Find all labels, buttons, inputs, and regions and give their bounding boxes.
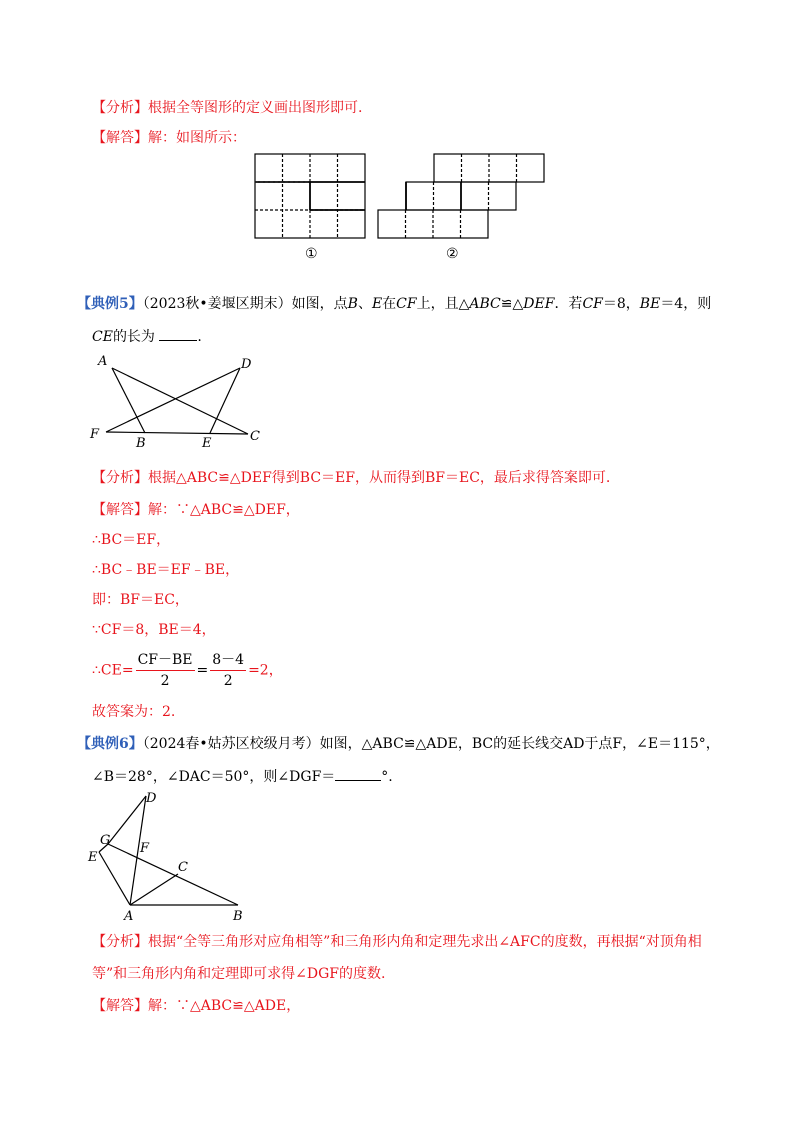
answer-text: 解：∵△ABC≌△ADE， [148,998,301,1014]
q-text: °. [381,769,393,785]
q-text: 如图，△ABC≌△ADE，BC的延长线交AD于点F，∠E＝115°， [319,736,720,752]
grid-label-1: ① [305,246,318,262]
grid-figure-1 [255,154,367,240]
frac2-den: 2 [223,673,233,689]
ex6-analysis-line1 [92,932,702,952]
q-var: BE [639,296,661,312]
frac2-num: 8－4 [210,650,246,671]
ex5-step-1: ∴BC＝EF， [92,532,171,548]
ex5-step-4: ∵CF＝8，BE＝4， [92,622,216,638]
q-text: ．若 [554,296,583,312]
label-B: B [233,909,243,924]
ex6-answer-line1 [92,996,300,1016]
q-text: ＝4，则 [660,296,712,312]
source: （2023秋•姜堰区期末） [142,296,292,312]
frac1-den: 2 [160,673,170,689]
analysis-label: 【分析】 [92,470,148,486]
ex5-step-2: ∴BC﹣BE＝EF﹣BE， [92,562,240,578]
q-var: DEF [523,296,555,312]
label-C: C [178,860,188,875]
q-var: ABC [469,296,501,312]
q-var: B [347,296,358,312]
label-D: D [241,357,252,372]
q-text: 如图，点 [291,296,348,312]
ex5-final: 故答案为：2. [92,704,176,720]
q-text: . [197,329,202,345]
ex5-step-0 [92,500,300,520]
answer-label: 【解答】 [92,502,148,518]
ex4-analysis-line [92,98,362,118]
frac-eq: = [196,662,209,679]
ex6-question-line1 [77,734,720,754]
analysis-text: 根据△ABC≌△DEF得到BC＝EF，从而得到BF＝EC，最后求得答案即可. [148,470,611,486]
ex5-fraction-line [92,650,283,691]
ex5-question-line2 [92,326,202,347]
label-A: A [124,909,134,924]
source: （2024春•姑苏区校级月考） [142,736,320,752]
q-var: E [371,296,383,312]
frac-result: =2， [248,662,283,679]
label-D: D [146,791,157,806]
answer-label: 【解答】 [92,130,148,146]
q-text: ＝8， [602,296,640,312]
fraction-2 [210,650,246,691]
analysis-text: 根据“全等三角形对应角相等”和三角形内角和定理先求出∠AFC的度数，再根据“对顶角相 [148,934,702,950]
q-var: CF [396,296,417,312]
example-tag: 【典例5】 [77,296,143,312]
ex5-step-3: 即：BF＝EC， [92,592,189,608]
ex6-analysis-line2: 等”和三角形内角和定理即可求得∠DGF的度数. [92,966,386,982]
label-F: F [140,841,150,856]
q-text: ≌△ [500,296,524,312]
label-F: F [90,427,100,442]
q-text: 在 [382,296,397,312]
q-var: CE [92,329,113,345]
answer-blank[interactable] [159,326,197,341]
answer-label: 【解答】 [92,998,148,1014]
label-C: C [250,429,260,444]
ex6-figure [86,788,256,923]
fraction-1 [136,650,195,691]
answer-blank[interactable] [335,766,381,781]
q-text: 上，且△ [416,296,470,312]
q-text: 、 [357,296,372,312]
analysis-label: 【分析】 [92,934,148,950]
ex5-figure [88,350,268,450]
answer-text: 解：如图所示： [148,130,246,146]
analysis-text: 根据全等图形的定义画出图形即可. [148,100,363,116]
q-var: CF [582,296,603,312]
frac-prefix: ∴CE= [92,662,134,679]
label-E: E [88,850,98,865]
ex6-question-line2 [92,766,393,787]
q-text: ∠B＝28°，∠DAC＝50°，则∠DGF＝ [92,769,336,785]
label-B: B [136,436,146,451]
ex5-analysis-line [92,468,610,488]
ex5-question-line1 [77,294,711,314]
analysis-label: 【分析】 [92,100,148,116]
step-text: 解：∵△ABC≌△DEF， [148,502,300,518]
label-A: A [98,354,108,369]
label-G: G [100,833,111,848]
grid-label-2: ② [446,246,459,262]
example-tag: 【典例6】 [77,736,143,752]
label-E: E [202,436,212,451]
ex4-answer-line [92,128,246,148]
frac1-num: CF－BE [136,650,195,671]
q-text: 的长为 [112,329,155,345]
grid-figure-2 [378,154,548,240]
